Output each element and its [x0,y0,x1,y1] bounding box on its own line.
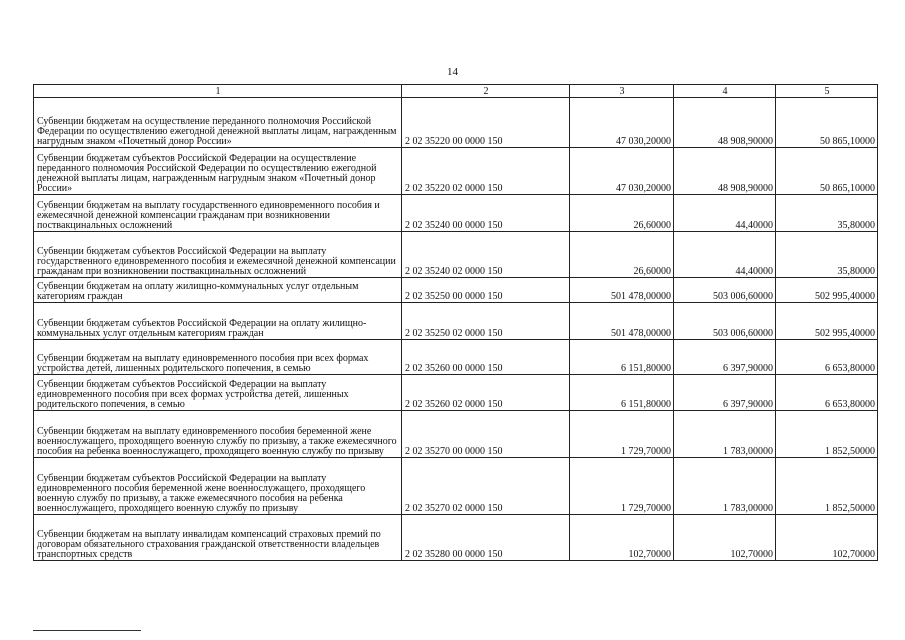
row-value-col4: 6 397,90000 [674,375,776,411]
row-value-col5: 502 995,40000 [776,278,878,303]
row-value-col5: 50 865,10000 [776,98,878,148]
table-row [34,340,878,375]
row-value-col3: 1 729,70000 [570,458,674,515]
row-value-col4: 1 783,00000 [674,411,776,458]
table-row [34,375,878,411]
row-value-col4: 48 908,90000 [674,98,776,148]
row-value-col3: 26,60000 [570,195,674,232]
row-value-col5: 1 852,50000 [776,458,878,515]
column-header-3: 3 [570,85,674,98]
row-description: Субвенции бюджетам на выплату инвалидам компенсаций страховых премий по договорам обязательного страхования гражданской ответственности владельцев транспортных средств [34,515,402,561]
row-value-col3: 47 030,20000 [570,98,674,148]
table-row [34,303,878,340]
table-header-row [34,85,878,98]
row-value-col3: 501 478,00000 [570,278,674,303]
row-value-col3: 26,60000 [570,232,674,278]
row-description: Субвенции бюджетам субъектов Российской Федерации на выплату единовременного пособия беременной жене военнослужащего, проходящего военную службу по призыву, а также ежемесячного пособия на ребенка военнослужащего, проходящего военную службу по призыву [34,458,402,515]
row-value-col5: 6 653,80000 [776,375,878,411]
row-value-col5: 50 865,10000 [776,148,878,195]
row-value-col3: 1 729,70000 [570,411,674,458]
row-value-col5: 6 653,80000 [776,340,878,375]
row-description: Субвенции бюджетам на осуществление переданного полномочия Российской Федерации по осуществлению ежегодной денежной выплаты лицам, награжденным нагрудным знаком «Почетный донор России» [34,98,402,148]
row-value-col3: 6 151,80000 [570,340,674,375]
table-row [34,458,878,515]
row-budget-code: 2 02 35240 02 0000 150 [402,232,570,278]
row-value-col4: 44,40000 [674,195,776,232]
column-header-1: 1 [34,85,402,98]
row-budget-code: 2 02 35250 00 0000 150 [402,278,570,303]
table-row [34,278,878,303]
row-value-col3: 102,70000 [570,515,674,561]
row-value-col4: 48 908,90000 [674,148,776,195]
row-value-col4: 102,70000 [674,515,776,561]
row-budget-code: 2 02 35280 00 0000 150 [402,515,570,561]
table-row [34,232,878,278]
row-description: Субвенции бюджетам субъектов Российской Федерации на выплату государственного единовременного пособия и ежемесячной денежной компенсации гражданам при возникновении поствакцинальных осложнений [34,232,402,278]
column-header-5: 5 [776,85,878,98]
row-value-col5: 502 995,40000 [776,303,878,340]
row-budget-code: 2 02 35250 02 0000 150 [402,303,570,340]
column-header-4: 4 [674,85,776,98]
row-value-col5: 1 852,50000 [776,411,878,458]
row-description: Субвенции бюджетам субъектов Российской Федерации на оплату жилищно-коммунальных услуг отдельным категориям граждан [34,303,402,340]
table-row [34,148,878,195]
row-value-col5: 102,70000 [776,515,878,561]
page-number: 14 [447,66,458,78]
row-description: Субвенции бюджетам субъектов Российской Федерации на выплату единовременного пособия при всех формах устройства детей, лишенных родительского попечения, в семью [34,375,402,411]
row-description: Субвенции бюджетам субъектов Российской Федерации на осуществление переданного полномочия Российской Федерации по осуществлению ежегодной денежной выплаты лицам, награжденным нагрудным знаком «Почетный донор России» [34,148,402,195]
row-value-col4: 44,40000 [674,232,776,278]
row-description: Субвенции бюджетам на выплату государственного единовременного пособия и ежемесячной денежной компенсации гражданам при возникновении поствакцинальных осложнений [34,195,402,232]
row-description: Субвенции бюджетам на оплату жилищно-коммунальных услуг отдельным категориям граждан [34,278,402,303]
row-budget-code: 2 02 35270 00 0000 150 [402,411,570,458]
row-description: Субвенции бюджетам на выплату единовременного пособия при всех формах устройства детей, лишенных родительского попечения, в семью [34,340,402,375]
row-value-col4: 503 006,60000 [674,303,776,340]
row-value-col5: 35,80000 [776,232,878,278]
row-description: Субвенции бюджетам на выплату единовременного пособия беременной жене военнослужащего, проходящего военную службу по призыву, а также ежемесячного пособия на ребенка военнослужащего, проходящего военную службу по призыву [34,411,402,458]
row-value-col3: 501 478,00000 [570,303,674,340]
row-budget-code: 2 02 35260 00 0000 150 [402,340,570,375]
row-value-col4: 1 783,00000 [674,458,776,515]
column-header-2: 2 [402,85,570,98]
table-row [34,195,878,232]
row-budget-code: 2 02 35220 02 0000 150 [402,148,570,195]
table-row [34,98,878,148]
row-budget-code: 2 02 35220 00 0000 150 [402,98,570,148]
row-value-col3: 47 030,20000 [570,148,674,195]
row-value-col4: 503 006,60000 [674,278,776,303]
footnote-rule [33,630,141,631]
row-value-col5: 35,80000 [776,195,878,232]
budget-table [33,84,878,561]
row-value-col4: 6 397,90000 [674,340,776,375]
row-budget-code: 2 02 35260 02 0000 150 [402,375,570,411]
table-row [34,515,878,561]
table-row [34,411,878,458]
row-value-col3: 6 151,80000 [570,375,674,411]
row-budget-code: 2 02 35240 00 0000 150 [402,195,570,232]
row-budget-code: 2 02 35270 02 0000 150 [402,458,570,515]
